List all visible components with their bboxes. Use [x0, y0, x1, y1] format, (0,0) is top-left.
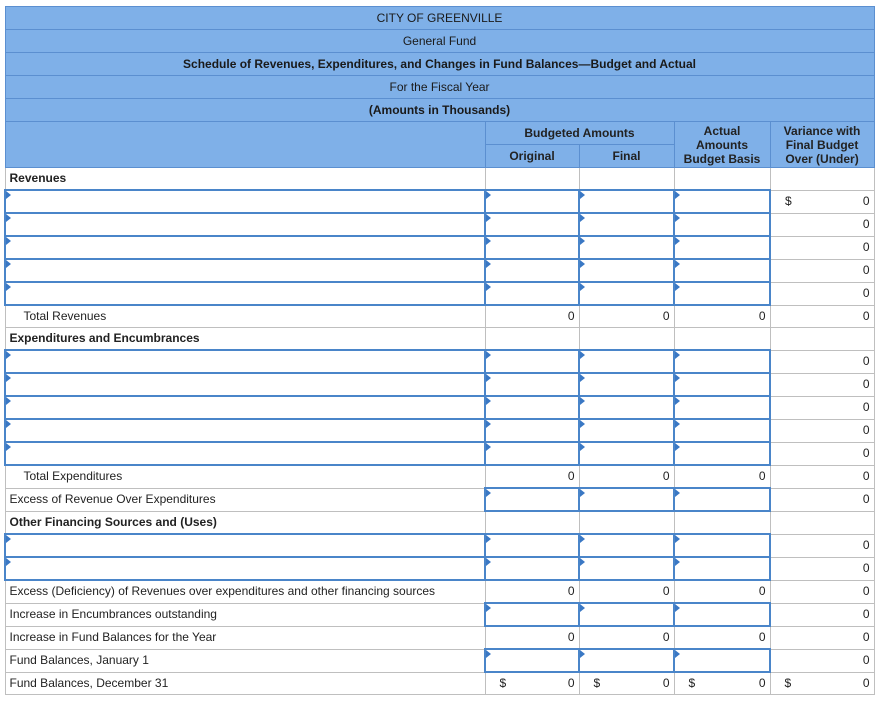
expenditure-item-input[interactable]	[5, 419, 485, 442]
original-input[interactable]	[485, 534, 579, 557]
excess-deficiency-label: Excess (Deficiency) of Revenues over expenditures and other financing sources	[5, 580, 485, 603]
variance-value: 0	[770, 259, 874, 282]
excess-deficiency-row	[5, 580, 874, 603]
original-total: 0	[485, 305, 579, 328]
final-input[interactable]	[579, 603, 674, 626]
variance-value: 0	[770, 488, 874, 511]
revenue-item-input[interactable]	[5, 236, 485, 259]
original-total: 0	[485, 626, 579, 649]
increase-fund-balances-label: Increase in Fund Balances for the Year	[5, 626, 485, 649]
table-row	[5, 213, 874, 236]
table-row	[5, 534, 874, 557]
revenue-item-input[interactable]	[5, 213, 485, 236]
original-input[interactable]	[485, 396, 579, 419]
original-input[interactable]	[485, 190, 579, 213]
period-title: For the Fiscal Year	[5, 76, 874, 99]
table-row	[5, 282, 874, 305]
budget-schedule-table	[4, 6, 875, 695]
actual-input[interactable]	[674, 649, 770, 672]
original-input[interactable]	[485, 236, 579, 259]
variance-value: $ 0	[770, 190, 874, 213]
final-column-header: Final	[579, 145, 674, 168]
original-input[interactable]	[485, 213, 579, 236]
actual-total: 0	[674, 305, 770, 328]
final-input[interactable]	[579, 649, 674, 672]
original-column-header: Original	[485, 145, 579, 168]
actual-input[interactable]	[674, 557, 770, 580]
increase-encumbrances-label: Increase in Encumbrances outstanding	[5, 603, 485, 626]
expenditures-section-label: Expenditures and Encumbrances	[5, 328, 485, 351]
final-input[interactable]	[579, 442, 674, 465]
table-row	[5, 442, 874, 465]
final-input[interactable]	[579, 350, 674, 373]
final-input[interactable]	[579, 396, 674, 419]
original-input[interactable]	[485, 259, 579, 282]
increase-encumbrances-row	[5, 603, 874, 626]
final-total: 0	[579, 626, 674, 649]
actual-input[interactable]	[674, 442, 770, 465]
final-input[interactable]	[579, 557, 674, 580]
actual-input[interactable]	[674, 350, 770, 373]
actual-input[interactable]	[674, 190, 770, 213]
variance-value: 0	[770, 419, 874, 442]
revenue-item-input[interactable]	[5, 282, 485, 305]
other-financing-section-label: Other Financing Sources and (Uses)	[5, 511, 485, 534]
actual-total: $ 0	[674, 672, 770, 695]
actual-input[interactable]	[674, 373, 770, 396]
actual-input[interactable]	[674, 534, 770, 557]
final-input[interactable]	[579, 236, 674, 259]
final-total: $ 0	[579, 672, 674, 695]
original-input[interactable]	[485, 419, 579, 442]
variance-value: 0	[770, 396, 874, 419]
table-row	[5, 190, 874, 213]
final-input[interactable]	[579, 488, 674, 511]
total-expenditures-row	[5, 465, 874, 488]
actual-input[interactable]	[674, 236, 770, 259]
variance-value: 0	[770, 236, 874, 259]
actual-input[interactable]	[674, 603, 770, 626]
actual-total: 0	[674, 465, 770, 488]
schedule-title: Schedule of Revenues, Expenditures, and Changes in Fund Balances—Budget and Actual	[5, 53, 874, 76]
variance-value: 0	[770, 557, 874, 580]
label-column-header	[5, 122, 485, 168]
total-revenues-label: Total Revenues	[5, 305, 485, 328]
revenues-section-label: Revenues	[5, 168, 485, 191]
final-total: 0	[579, 580, 674, 603]
final-input[interactable]	[579, 373, 674, 396]
original-input[interactable]	[485, 557, 579, 580]
table-row	[5, 396, 874, 419]
table-row	[5, 236, 874, 259]
excess-revenue-label: Excess of Revenue Over Expenditures	[5, 488, 485, 511]
actual-input[interactable]	[674, 282, 770, 305]
variance-value: 0	[770, 649, 874, 672]
table-row	[5, 259, 874, 282]
actual-column-header: Actual Amounts Budget Basis	[674, 122, 770, 168]
variance-value: 0	[770, 534, 874, 557]
actual-input[interactable]	[674, 396, 770, 419]
financing-item-input[interactable]	[5, 534, 485, 557]
variance-total: 0	[770, 626, 874, 649]
original-input[interactable]	[485, 649, 579, 672]
total-expenditures-label: Total Expenditures	[5, 465, 485, 488]
table-row	[5, 557, 874, 580]
units-title: (Amounts in Thousands)	[5, 99, 874, 122]
original-total: $ 0	[485, 672, 579, 695]
actual-total: 0	[674, 626, 770, 649]
original-total: 0	[485, 580, 579, 603]
variance-value: 0	[770, 603, 874, 626]
table-row	[5, 373, 874, 396]
variance-total: 0	[770, 580, 874, 603]
variance-value: 0	[770, 373, 874, 396]
expenditure-item-input[interactable]	[5, 442, 485, 465]
final-input[interactable]	[579, 419, 674, 442]
original-input[interactable]	[485, 350, 579, 373]
final-total: 0	[579, 305, 674, 328]
variance-value: 0	[770, 213, 874, 236]
final-input[interactable]	[579, 282, 674, 305]
original-total: 0	[485, 465, 579, 488]
actual-total: 0	[674, 580, 770, 603]
expenditure-item-input[interactable]	[5, 350, 485, 373]
variance-column-header: Variance with Final Budget Over (Under)	[770, 122, 874, 168]
final-input[interactable]	[579, 190, 674, 213]
actual-input[interactable]	[674, 419, 770, 442]
actual-input[interactable]	[674, 213, 770, 236]
final-total: 0	[579, 465, 674, 488]
fund-balances-dec31-label: Fund Balances, December 31	[5, 672, 485, 695]
fund-balances-jan1-label: Fund Balances, January 1	[5, 649, 485, 672]
variance-total: 0	[770, 465, 874, 488]
original-input[interactable]	[485, 373, 579, 396]
actual-input[interactable]	[674, 259, 770, 282]
final-input[interactable]	[579, 534, 674, 557]
original-input[interactable]	[485, 282, 579, 305]
variance-value: 0	[770, 350, 874, 373]
table-row	[5, 350, 874, 373]
variance-total: $ 0	[770, 672, 874, 695]
original-input[interactable]	[485, 603, 579, 626]
variance-total: 0	[770, 305, 874, 328]
financing-item-input[interactable]	[5, 557, 485, 580]
table-row	[5, 419, 874, 442]
budgeted-amounts-header: Budgeted Amounts	[485, 122, 674, 145]
city-title: CITY OF GREENVILLE	[5, 7, 874, 30]
final-input[interactable]	[579, 259, 674, 282]
total-revenues-row	[5, 305, 874, 328]
increase-fund-balances-row	[5, 626, 874, 649]
fund-title: General Fund	[5, 30, 874, 53]
variance-value: 0	[770, 282, 874, 305]
revenue-item-input[interactable]	[5, 259, 485, 282]
actual-input[interactable]	[674, 488, 770, 511]
original-input[interactable]	[485, 488, 579, 511]
fund-balances-jan1-row	[5, 649, 874, 672]
excess-revenue-row	[5, 488, 874, 511]
revenue-item-input[interactable]	[5, 190, 485, 213]
fund-balances-dec31-row	[5, 672, 874, 695]
expenditure-item-input[interactable]	[5, 396, 485, 419]
variance-value: 0	[770, 442, 874, 465]
original-input[interactable]	[485, 442, 579, 465]
expenditure-item-input[interactable]	[5, 373, 485, 396]
final-input[interactable]	[579, 213, 674, 236]
